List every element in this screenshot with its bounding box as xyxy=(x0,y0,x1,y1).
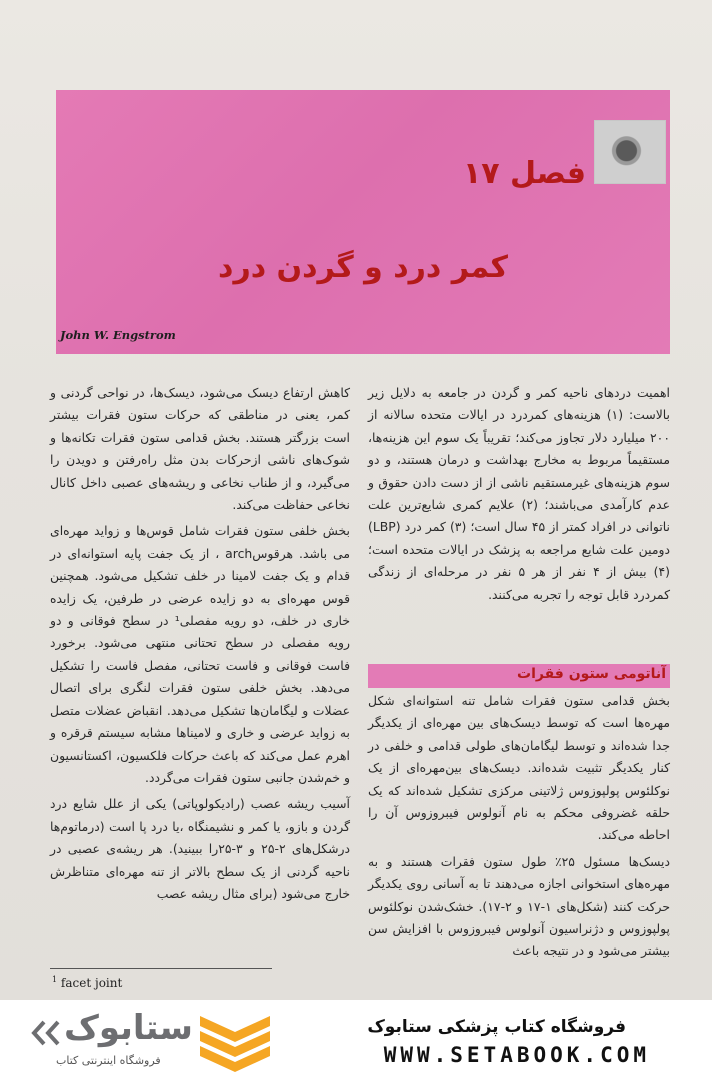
section-heading-bar xyxy=(368,664,670,688)
footnote-marker: 1 xyxy=(52,975,58,984)
footnote-text: facet joint xyxy=(60,976,123,990)
footer-banner xyxy=(0,1000,712,1080)
paragraph: دیسک‌ها مسئول ۲۵٪ طول ستون فقرات هستند و به مهره‌های استخوانی اجازه می‌دهند تا به آسانی روی یکدیگر حرکت کنند (شکل‌های ۱-۱۷ و ۲-۱۷). خشک‌شدن نوکلئوس پولپوزوس و دژنراسیون آنولوس فیبروزوس با افزایش سن بیشتر می‌شود و در نتیجه باعث xyxy=(368,853,670,959)
left-column xyxy=(50,382,350,909)
right-column-intro xyxy=(368,382,670,610)
book-chevron-logo-icon xyxy=(200,1016,270,1072)
paragraph: اهمیت دردهای ناحیه کمر و گردن در جامعه به دلایل زیر بالاست: (۱) هزینه‌های کمردرد در ایالات متحده سالانه از ۲۰۰ میلیارد دلار تجاوز می‌کند؛ تقریباً یک سوم این هزینه‌ها، مستقیماً مربوط به مخارج بهداشت و درمان هستند، و دو سوم هزینه‌های غیرمستقیم ناشی از از دست دادن حقوق و عدم کارآمدی می‌باشند؛ (۲) علایم کمری شایع‌ترین علت ناتوانی در افراد کمتر از ۴۵ سال است؛ (۳) کمر درد (LBP) دومین علت شایع مراجعه به پزشک در ایالات متحده است؛ (۴) بیش از ۴ نفر از هر ۵ نفر در مرحله‌ای از زندگی کمردرد قابل توجه را تجربه می‌کنند. xyxy=(368,385,671,602)
chapter-title: کمر درد و گردن درد xyxy=(218,250,508,285)
chapter-author: John W. Engstrom xyxy=(60,328,176,342)
shop-name: فروشگاه کتاب پزشکی ستابوک xyxy=(367,1017,626,1037)
paragraph: بخش خلفی ستون فقرات شامل قوس‌ها و زواید مهره‌ای می باشد. هرقوسarch ، از یک جفت پایه استوانه‌ای در قدام و یک جفت لامینا در خلف تشکیل می‌شود. همچنین قوس مهره‌ای به دو زایده عرضی در طرفین، یک زایده خاری در خلف، دو رویه مفصلی¹ در سطح فوقانی و دو رویه مفصلی در سطح تحتانی منتهی می‌شود. برخورد فاست فوقانی و فاست تحتانی، مفصل فاست را تشکیل می‌دهد. بخش خلفی ستون فقرات لنگری برای اتصال عضلات و لیگامان‌ها تشکیل می‌دهد. انقباض عضلات متصل به زواید عرضی و خاری و لامینا‌ها مشابه سیستم قرقره و اهرم عمل می‌کند که باعث حرکات فلکسیون، اکستانسیون و خم‌شدن جانبی ستون فقرات می‌گردد. xyxy=(50,523,350,785)
chapter-thumbnail-image xyxy=(594,120,666,184)
logo-wordmark: ستابوک xyxy=(64,1008,193,1048)
shop-url[interactable]: WWW.SETABOOK.COM xyxy=(383,1043,650,1067)
paragraph: بخش قدامی ستون فقرات شامل تنه استوانه‌ای شکل مهره‌ها است که توسط دیسک‌های بین مهره‌ای از یکدیگر جدا شده‌اند و توسط لیگامان‌های طولی قدامی و خلفی در کنار یکدیگر تثبیت شده‌اند. دیسک‌های بین‌مهره‌ای از یک نوکلئوس پولپوزوس ژلاتینی مرکزی تشکیل شده‌اند که یک حلقه غضروفی محکم به نام آنولوس فیبروزوس آن را احاطه می‌کند. xyxy=(368,693,670,843)
section-heading: آناتومی ستون فقرات xyxy=(517,666,666,682)
chapter-banner xyxy=(56,90,670,354)
paragraph: کاهش ارتفاع دیسک می‌شود، دیسک‌ها، در نواحی گردنی و کمر، یعنی در مناطقی که حرکات ستون فقرات بیشتر است بزرگتر هستند. بخش قدامی ستون فقرات تکانه‌ها و شوک‌های ناشی ازحرکات بدن مثل راه‌رفتن و دویدن را می‌گیرد، و از طناب نخاعی و ریشه‌های عصبی داخل کانال نخاعی حفاظت می‌کند. xyxy=(50,385,350,513)
double-chevron-icon xyxy=(30,1020,64,1046)
chapter-number: فصل ۱۷ xyxy=(462,156,586,191)
footnote-divider xyxy=(50,968,272,969)
footnote xyxy=(52,975,122,990)
logo-subtitle: فروشگاه اینترنتی کتاب xyxy=(56,1054,161,1067)
paragraph: آسیب ریشه عصب (رادیکولوپاتی) یکی از علل شایع درد گردن و بازو، یا کمر و نشیمنگاه ،یا درد پا است (درماتوم‌ها درشکل‌های ۲-۲۵ و ۳-۲۵را ببینید). هر ریشه‌ی عصبی در ناحیه گردنی از یک سطح بالاتر از تنه مهره‌ای متناظرش خارج می‌شود (برای مثال ریشه عصب xyxy=(50,796,350,901)
right-column-section xyxy=(368,690,670,967)
